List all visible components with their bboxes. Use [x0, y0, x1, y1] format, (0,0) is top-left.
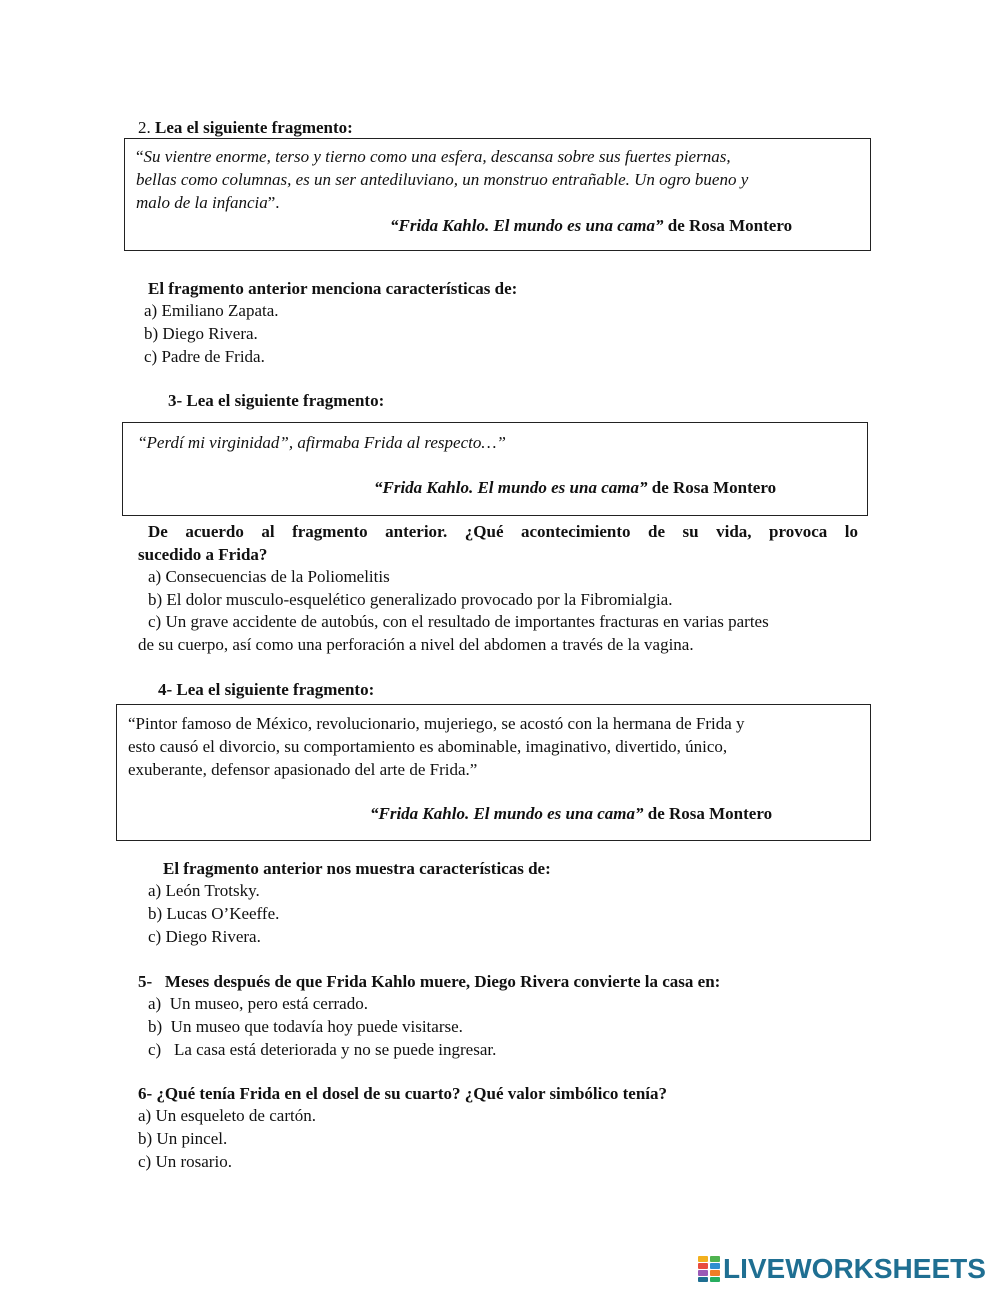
q2-quote-line-3: malo de la infancia”. — [136, 193, 280, 212]
liveworksheets-brand: LIVEWORKSHEETS — [723, 1253, 986, 1284]
q4-quote-line-3: exuberante, defensor apasionado del arte de Frida.” — [128, 760, 478, 779]
q2-question: El fragmento anterior menciona características de: — [148, 279, 518, 298]
q3-option-b[interactable]: b) El dolor musculo-esquelético generalizado provocado por la Fibromialgia. — [148, 590, 673, 609]
liveworksheets-logo — [698, 1253, 986, 1285]
q6-option-b[interactable]: b) Un pincel. — [138, 1129, 228, 1148]
q3-question-line-1: De acuerdo al fragmento anterior. ¿Qué acontecimiento de su vida, provoca lo — [148, 522, 858, 541]
q2-option-a[interactable]: a) Emiliano Zapata. — [144, 301, 279, 320]
q6-heading: 6- ¿Qué tenía Frida en el dosel de su cuarto? ¿Qué valor simbólico tenía? — [138, 1084, 668, 1103]
q2-option-b[interactable]: b) Diego Rivera. — [144, 324, 258, 343]
q3-option-c-continued: de su cuerpo, así como una perforación a nivel del abdomen a través de la vagina. — [138, 635, 694, 654]
q3-quote: “Perdí mi virginidad”, afirmaba Frida al respecto…” — [139, 433, 506, 452]
q4-option-a[interactable]: a) León Trotsky. — [148, 881, 260, 900]
q4-fragment-box — [116, 704, 871, 841]
q3-question-line-2: sucedido a Frida? — [138, 545, 268, 564]
q3-source: “Frida Kahlo. El mundo es una cama” de Rosa Montero — [374, 478, 777, 497]
q3-fragment-box — [122, 422, 868, 516]
liveworksheets-logo-icon — [698, 1256, 720, 1282]
q2-option-c[interactable]: c) Padre de Frida. — [144, 347, 265, 366]
q2-quote-line-1: “Su vientre enorme, terso y tierno como una esfera, descansa sobre sus fuertes piernas, — [136, 147, 731, 166]
q6-option-a[interactable]: a) Un esqueleto de cartón. — [138, 1106, 316, 1125]
q5-heading: 5- Meses después de que Frida Kahlo muere, Diego Rivera convierte la casa en: — [138, 972, 721, 991]
q2-fragment-box — [124, 138, 871, 251]
q5-option-c[interactable]: c) La casa está deteriorada y no se puede ingresar. — [148, 1040, 497, 1059]
q4-option-c[interactable]: c) Diego Rivera. — [148, 927, 261, 946]
q5-option-a[interactable]: a) Un museo, pero está cerrado. — [148, 994, 368, 1013]
q4-question: El fragmento anterior nos muestra características de: — [163, 859, 551, 878]
q3-option-a[interactable]: a) Consecuencias de la Poliomelitis — [148, 567, 390, 586]
q6-option-c[interactable]: c) Un rosario. — [138, 1152, 232, 1171]
q5-option-b[interactable]: b) Un museo que todavía hoy puede visitarse. — [148, 1017, 463, 1036]
q3-heading: 3- Lea el siguiente fragmento: — [168, 391, 385, 410]
q4-quote-line-2: esto causó el divorcio, su comportamiento es abominable, imaginativo, divertido, único, — [128, 737, 728, 756]
q4-heading: 4- Lea el siguiente fragmento: — [158, 680, 375, 699]
q3-option-c[interactable]: c) Un grave accidente de autobús, con el resultado de importantes fracturas en varias partes — [148, 612, 769, 631]
q2-source: “Frida Kahlo. El mundo es una cama” de Rosa Montero — [390, 216, 793, 235]
q2-heading: 2. Lea el siguiente fragmento: — [138, 118, 353, 137]
q4-option-b[interactable]: b) Lucas O’Keeffe. — [148, 904, 280, 923]
q4-source: “Frida Kahlo. El mundo es una cama” de Rosa Montero — [370, 804, 773, 823]
q4-quote-line-1: “Pintor famoso de México, revolucionario, mujeriego, se acostó con la hermana de Frida y — [128, 714, 745, 733]
q2-quote-line-2: bellas como columnas, es un ser antediluviano, un monstruo entrañable. Un ogro bueno y — [136, 170, 749, 189]
